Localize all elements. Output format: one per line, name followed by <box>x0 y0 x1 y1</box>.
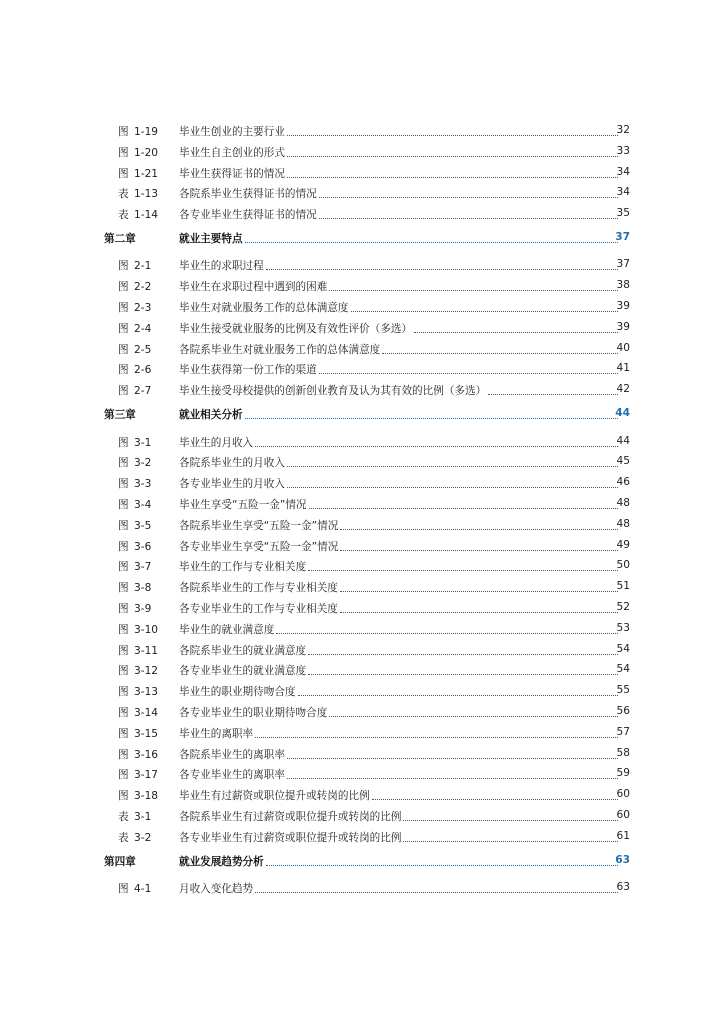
toc-entry[interactable] <box>0 256 724 277</box>
dot-leader <box>372 786 618 800</box>
entry-kind: 图 <box>118 644 129 657</box>
entry-number: 2-3 <box>134 302 152 315</box>
toc-entry[interactable] <box>0 682 724 703</box>
dot-leader <box>319 205 618 219</box>
entry-kind: 图 <box>118 706 129 719</box>
toc-entry[interactable] <box>0 537 724 558</box>
entry-title: 各院系毕业生获得证书的情况 <box>179 188 317 201</box>
entry-title: 毕业生对就业服务工作的总体满意度 <box>179 302 349 315</box>
entry-kind: 图 <box>118 727 129 740</box>
entry-number: 3-11 <box>134 644 159 657</box>
toc-entry[interactable] <box>0 360 724 381</box>
page-number: 58 <box>616 746 630 759</box>
entry-kind: 表 <box>118 209 129 222</box>
page-number: 63 <box>615 853 630 866</box>
page-number: 59 <box>616 767 630 780</box>
entry-number: 1-19 <box>134 126 159 138</box>
entry-label <box>118 705 158 720</box>
page-number: 56 <box>616 704 630 717</box>
entry-label <box>118 362 151 377</box>
entry-kind: 图 <box>118 457 129 470</box>
entry-kind: 图 <box>118 343 129 356</box>
entry-title: 各专业毕业生的职业期待吻合度 <box>179 706 328 719</box>
entry-title: 毕业生的职业期待吻合度 <box>179 686 296 699</box>
page-number: 57 <box>616 725 630 738</box>
entry-title: 各专业毕业生的月收入 <box>179 478 285 491</box>
page-number: 34 <box>616 186 630 199</box>
entry-number: 2-7 <box>134 385 152 398</box>
entry-number: 1-14 <box>134 209 159 222</box>
page-number: 60 <box>616 788 630 801</box>
entry-label <box>118 300 151 315</box>
dot-leader <box>488 381 618 395</box>
page-number: 61 <box>616 829 630 842</box>
page-number: 37 <box>615 230 630 243</box>
dot-leader <box>266 256 618 270</box>
page-number: 39 <box>616 300 630 313</box>
toc-entry[interactable] <box>0 828 724 849</box>
entry-label <box>118 726 158 741</box>
page-number: 33 <box>616 144 630 157</box>
entry-label <box>118 601 151 616</box>
toc-entry[interactable] <box>0 807 724 828</box>
entry-kind: 图 <box>118 322 129 335</box>
dot-leader <box>266 852 618 866</box>
entry-number: 3-3 <box>134 478 152 491</box>
entry-number: 3-16 <box>134 748 159 761</box>
entry-number: 1-13 <box>134 188 159 201</box>
entry-label <box>118 663 158 678</box>
entry-number: 3-5 <box>134 519 152 532</box>
dot-leader <box>298 682 618 696</box>
dot-leader <box>255 724 618 738</box>
entry-kind: 图 <box>118 623 129 636</box>
page-number: 45 <box>616 455 630 468</box>
dot-leader <box>351 298 618 312</box>
entry-number: 3-12 <box>134 665 159 678</box>
entry-label <box>118 643 158 658</box>
page-number: 39 <box>616 320 630 333</box>
entry-title: 毕业生获得证书的情况 <box>179 167 285 180</box>
page-number: 42 <box>616 383 630 396</box>
toc-entry[interactable] <box>0 641 724 662</box>
dot-leader <box>255 433 618 447</box>
toc-entry[interactable] <box>0 557 724 578</box>
entry-label <box>118 622 158 637</box>
entry-label <box>118 279 151 294</box>
entry-label <box>118 455 151 470</box>
toc-chapter-entry[interactable] <box>0 405 724 430</box>
chapter-label: 第四章 <box>104 855 136 868</box>
entry-number: 3-17 <box>134 769 159 782</box>
toc-entry[interactable] <box>0 578 724 599</box>
dot-leader <box>329 703 618 717</box>
entry-title: 毕业生的工作与专业相关度 <box>179 561 307 574</box>
dot-leader <box>414 319 618 333</box>
page-number: 38 <box>616 279 630 292</box>
page-number: 48 <box>616 517 630 530</box>
entry-number: 2-2 <box>134 281 152 294</box>
entry-kind: 图 <box>118 883 129 895</box>
entry-kind: 图 <box>118 281 129 294</box>
entry-kind: 图 <box>118 748 129 761</box>
toc-entry[interactable] <box>0 184 724 205</box>
toc-entry[interactable] <box>0 786 724 807</box>
entry-number: 3-15 <box>134 727 159 740</box>
page-number: 54 <box>616 642 630 655</box>
toc-entry[interactable] <box>0 277 724 298</box>
dot-leader <box>287 765 618 779</box>
page-number: 55 <box>616 684 630 697</box>
entry-number: 1-20 <box>134 146 159 159</box>
entry-title: 毕业生接受母校提供的创新创业教育及认为其有效的比例（多选） <box>179 385 487 398</box>
toc-entry[interactable] <box>0 879 724 900</box>
entry-title: 毕业生在求职过程中遇到的困难 <box>179 281 328 294</box>
entry-label <box>118 124 158 139</box>
entry-label <box>118 342 151 357</box>
entry-number: 3-14 <box>134 706 159 719</box>
entry-title: 毕业生享受“五险一金”情况 <box>179 498 307 511</box>
entry-kind: 图 <box>118 364 129 377</box>
entry-label <box>118 518 151 533</box>
entry-label <box>118 207 158 222</box>
toc-entry[interactable] <box>0 453 724 474</box>
entry-number: 3-7 <box>134 561 152 574</box>
page-number: 52 <box>616 600 630 613</box>
entry-number: 3-2 <box>134 457 152 470</box>
dot-leader <box>308 661 618 675</box>
entry-number: 3-6 <box>134 540 152 553</box>
entry-kind: 图 <box>118 790 129 803</box>
chapter-title: 就业发展趋势分析 <box>179 855 264 868</box>
entry-label <box>118 788 158 803</box>
dot-leader <box>403 828 618 842</box>
dot-leader <box>287 143 618 157</box>
dot-leader <box>255 879 618 893</box>
entry-label <box>118 435 151 450</box>
entry-kind: 表 <box>118 810 129 823</box>
dot-leader <box>287 122 618 136</box>
page-number: 50 <box>616 559 630 572</box>
toc-entry[interactable] <box>0 205 724 226</box>
dot-leader <box>287 453 618 467</box>
entry-title: 各院系毕业生的就业满意度 <box>179 644 307 657</box>
entry-kind: 图 <box>118 167 129 180</box>
entry-label <box>118 580 151 595</box>
entry-kind: 图 <box>118 126 129 138</box>
toc-entry[interactable] <box>0 474 724 495</box>
toc-entry[interactable] <box>0 298 724 319</box>
page-number: 60 <box>616 808 630 821</box>
entry-label <box>118 559 151 574</box>
entry-title: 各专业毕业生享受“五险一金”情况 <box>179 540 339 553</box>
page-number: 54 <box>616 663 630 676</box>
entry-number: 2-1 <box>134 260 152 273</box>
toc-entry[interactable] <box>0 599 724 620</box>
entry-label <box>118 539 151 554</box>
entry-number: 3-1 <box>134 436 152 449</box>
table-of-contents <box>0 122 724 900</box>
toc-chapter-entry[interactable] <box>0 229 724 254</box>
toc-entry[interactable] <box>0 319 724 340</box>
entry-kind: 图 <box>118 436 129 449</box>
toc-entry[interactable] <box>0 661 724 682</box>
entry-label <box>118 830 151 845</box>
toc-entry[interactable] <box>0 164 724 185</box>
entry-label <box>118 321 151 336</box>
entry-number: 2-4 <box>134 322 152 335</box>
dot-leader <box>340 578 618 592</box>
entry-label <box>118 809 151 824</box>
dot-leader <box>403 807 618 821</box>
entry-label <box>118 767 158 782</box>
entry-number: 3-1 <box>134 810 152 823</box>
entry-kind: 图 <box>118 385 129 398</box>
toc-entry[interactable] <box>0 122 724 143</box>
entry-kind: 图 <box>118 146 129 159</box>
dot-leader <box>340 516 618 530</box>
entry-label <box>118 476 151 491</box>
entry-title: 各专业毕业生有过薪资或职位提升或转岗的比例 <box>179 831 402 844</box>
dot-leader <box>245 405 618 419</box>
entry-kind: 图 <box>118 602 129 615</box>
entry-label <box>118 747 158 762</box>
entry-kind: 表 <box>118 831 129 844</box>
chapter-title: 就业主要特点 <box>179 232 243 245</box>
entry-kind: 图 <box>118 519 129 532</box>
toc-entry[interactable] <box>0 433 724 454</box>
dot-leader <box>276 620 618 634</box>
entry-title: 各院系毕业生的工作与专业相关度 <box>179 582 338 595</box>
entry-label <box>118 145 158 160</box>
page-number: 34 <box>616 165 630 178</box>
entry-title: 毕业生的月收入 <box>179 436 254 449</box>
entry-kind: 图 <box>118 582 129 595</box>
entry-number: 3-8 <box>134 582 152 595</box>
dot-leader <box>319 360 618 374</box>
entry-title: 各院系毕业生享受“五险一金”情况 <box>179 519 339 532</box>
page-number: 46 <box>616 476 630 489</box>
dot-leader <box>308 557 618 571</box>
entry-kind: 图 <box>118 686 129 699</box>
entry-label <box>118 684 158 699</box>
entry-title: 毕业生接受就业服务的比例及有效性评价（多选） <box>179 322 413 335</box>
entry-label <box>118 186 158 201</box>
entry-number: 3-10 <box>134 623 159 636</box>
dot-leader <box>329 277 618 291</box>
entry-title: 各院系毕业生的月收入 <box>179 457 285 470</box>
entry-kind: 图 <box>118 302 129 315</box>
entry-number: 3-2 <box>134 831 152 844</box>
entry-title: 毕业生的离职率 <box>179 727 254 740</box>
entry-number: 1-21 <box>134 167 159 180</box>
toc-entry[interactable] <box>0 745 724 766</box>
toc-chapter-entry[interactable] <box>0 852 724 877</box>
page-number: 41 <box>616 362 630 375</box>
entry-title: 各专业毕业生的离职率 <box>179 769 285 782</box>
entry-number: 3-18 <box>134 790 159 803</box>
entry-label <box>118 383 151 398</box>
toc-entry[interactable] <box>0 765 724 786</box>
chapter-label: 第三章 <box>104 409 136 422</box>
entry-kind: 图 <box>118 478 129 491</box>
entry-label <box>118 497 151 512</box>
page-number: 49 <box>616 538 630 551</box>
entry-title: 各院系毕业生的离职率 <box>179 748 285 761</box>
dot-leader <box>287 474 618 488</box>
entry-number: 2-5 <box>134 343 152 356</box>
entry-title: 毕业生获得第一份工作的渠道 <box>179 364 317 377</box>
dot-leader <box>309 495 618 509</box>
entry-title: 各专业毕业生获得证书的情况 <box>179 209 317 222</box>
page-number: 32 <box>616 124 630 136</box>
page-number: 48 <box>616 496 630 509</box>
entry-title: 毕业生的就业满意度 <box>179 623 275 636</box>
entry-number: 3-9 <box>134 602 152 615</box>
toc-entry[interactable] <box>0 340 724 361</box>
page-number: 51 <box>616 580 630 593</box>
entry-title: 月收入变化趋势 <box>179 883 254 895</box>
dot-leader <box>287 745 618 759</box>
page-number: 44 <box>616 434 630 447</box>
entry-title: 毕业生有过薪资或职位提升或转岗的比例 <box>179 790 370 803</box>
entry-title: 毕业生创业的主要行业 <box>179 126 285 138</box>
entry-number: 3-4 <box>134 498 152 511</box>
entry-label <box>118 881 151 896</box>
entry-kind: 图 <box>118 498 129 511</box>
entry-number: 4-1 <box>134 883 152 895</box>
dot-leader <box>340 537 618 551</box>
chapter-label: 第二章 <box>104 232 136 245</box>
page-number: 35 <box>616 207 630 220</box>
toc-entry[interactable] <box>0 724 724 745</box>
toc-entry[interactable] <box>0 143 724 164</box>
entry-kind: 图 <box>118 260 129 273</box>
entry-title: 各专业毕业生的工作与专业相关度 <box>179 602 338 615</box>
entry-kind: 图 <box>118 665 129 678</box>
page-number: 44 <box>615 407 630 420</box>
entry-number: 2-6 <box>134 364 152 377</box>
entry-kind: 图 <box>118 561 129 574</box>
page-number: 63 <box>616 881 630 893</box>
dot-leader <box>245 229 618 243</box>
entry-label <box>118 166 158 181</box>
page-number: 40 <box>616 341 630 354</box>
dot-leader <box>308 641 618 655</box>
toc-entry[interactable] <box>0 381 724 402</box>
chapter-title: 就业相关分析 <box>179 409 243 422</box>
toc-entry[interactable] <box>0 620 724 641</box>
dot-leader <box>319 184 618 198</box>
page-number: 37 <box>616 258 630 271</box>
page-number: 53 <box>616 621 630 634</box>
dot-leader <box>340 599 618 613</box>
entry-number: 3-13 <box>134 686 159 699</box>
entry-title: 毕业生自主创业的形式 <box>179 146 285 159</box>
dot-leader <box>382 340 618 354</box>
toc-entry[interactable] <box>0 495 724 516</box>
entry-kind: 表 <box>118 188 129 201</box>
toc-entry[interactable] <box>0 516 724 537</box>
entry-title: 各院系毕业生对就业服务工作的总体满意度 <box>179 343 381 356</box>
entry-kind: 图 <box>118 540 129 553</box>
dot-leader <box>287 164 618 178</box>
entry-title: 毕业生的求职过程 <box>179 260 264 273</box>
toc-entry[interactable] <box>0 703 724 724</box>
entry-title: 各院系毕业生有过薪资或职位提升或转岗的比例 <box>179 810 402 823</box>
entry-label <box>118 258 151 273</box>
entry-kind: 图 <box>118 769 129 782</box>
entry-title: 各专业毕业生的就业满意度 <box>179 665 307 678</box>
